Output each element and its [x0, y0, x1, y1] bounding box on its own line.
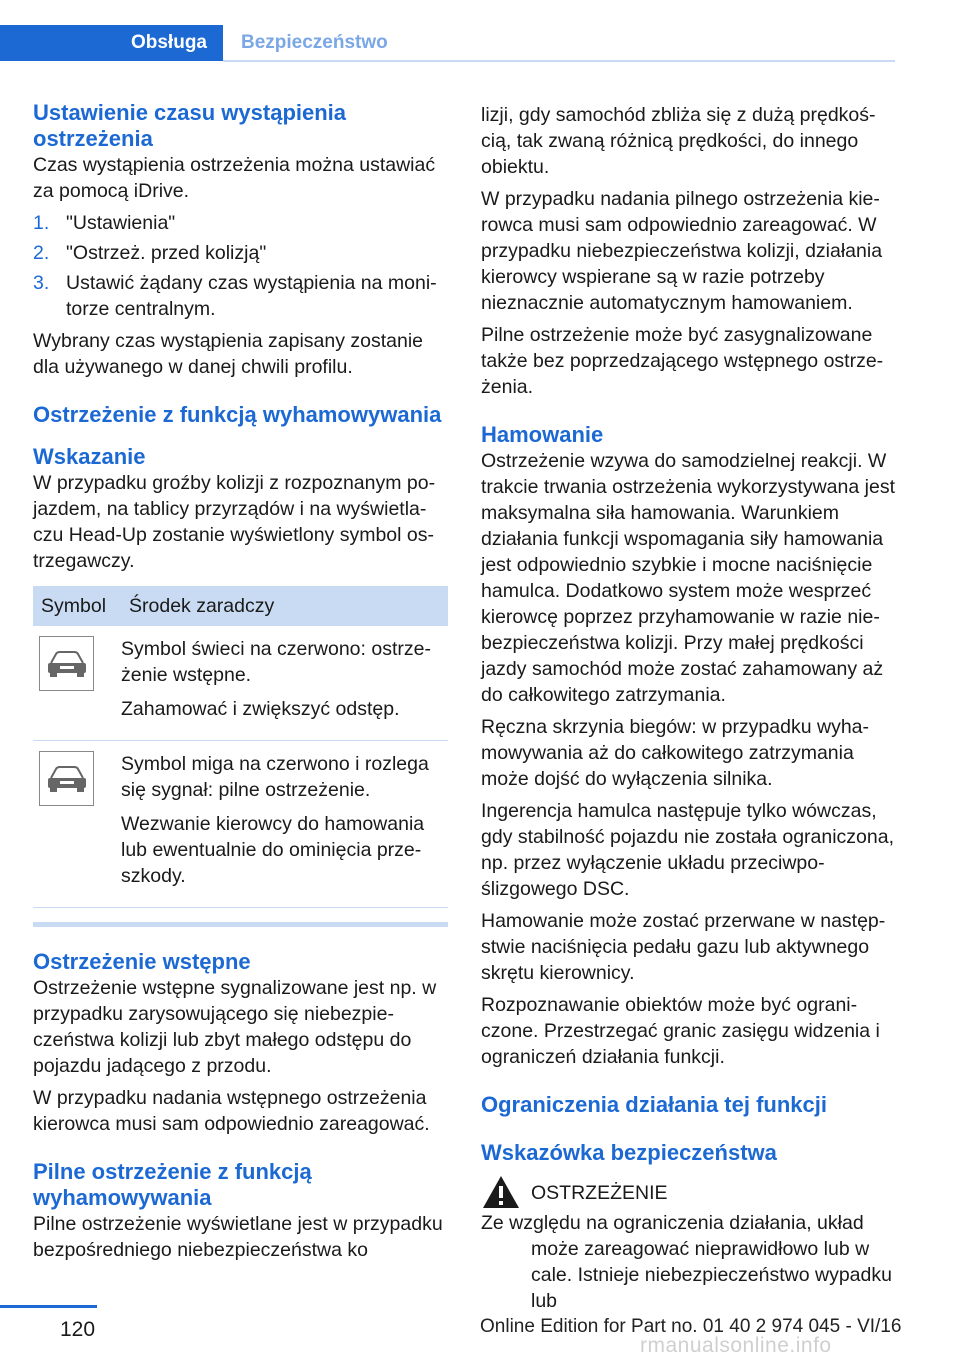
page-number: 120	[60, 1318, 96, 1341]
paragraph: Ostrzeżenie wzywa do samodzielnej reakcji. W trakcie trwania ostrzeżenia wykorzystywana jest maksymalna siła hamowania. Warunkiem działania funkcji wspomagania siły hamowania jest odpowiednio szybkie i mocne naciśnięcie hamulca. Dodatkowo system może wesprzeć kierowcę poprzez przyhamowanie w razie niebezpieczeństwa kolizji. Przy małej prędkości jazdy samochód może zostać zahamowany aż do całkowitego zatrzymania.	[481, 450, 895, 706]
paragraph: W przypadku nadania pilnego ostrzeżenia kierowca musi sam odpowiednio zareagować. W przypadku niebezpieczeństwa kolizji, działania kierowcy wspierane są w razie potrzeby nieznacznie automatycznym hamowaniem.	[481, 188, 883, 314]
warning-block	[481, 1174, 896, 1210]
step-text: "Ustawienia"	[66, 212, 176, 234]
heading-limitations: Ograniczenia działania tej funkcji	[481, 1092, 827, 1117]
heading-warning-time: Ustawienie czasu wystąpienia ostrzeżenia	[33, 100, 347, 151]
right-column	[481, 102, 896, 1320]
table-cell-text: Symbol miga na czerwono i rozlega się sygnał: pilne ostrzeżenie.	[121, 753, 429, 801]
warning-text: Ze względu na ograniczenia działania, układ może zareagować nieprawidłowo lub w cale. Istnieje niebezpieczeństwo wypadku lub	[481, 1212, 892, 1312]
list-item	[33, 210, 448, 236]
edition-note: Online Edition for Part no. 01 40 2 974 045 - VI/16	[480, 1316, 902, 1337]
tab-bezpieczenstwo[interactable]: Bezpieczeństwo	[241, 32, 388, 53]
step-text: Ustawić żądany czas wystąpienia na monitorze centralnym.	[66, 272, 437, 320]
paragraph: Hamowanie może zostać przerwane w następstwie naciśnięcia pedału gazu lub aktywnego skrętu kierownicy.	[481, 910, 886, 984]
heading-braking-warning: Ostrzeżenie z funkcją wyhamowywania	[33, 402, 442, 427]
heading-safety-note: Wskazówka bezpieczeństwa	[481, 1140, 777, 1165]
tab-underline	[223, 60, 895, 62]
warning-title: OSTRZEŻENIE	[531, 1182, 668, 1204]
paragraph: Wybrany czas wystąpienia zapisany zostanie dla używanego w danej chwili profilu.	[33, 330, 424, 378]
table-row	[33, 741, 448, 908]
paragraph: Pilne ostrzeżenie może być zasygnalizowane także bez poprzedzającego wstępnego ostrzeżenia.	[481, 324, 884, 398]
paragraph: Czas wystąpienia ostrzeżenia można ustawiać za pomocą iDrive.	[33, 154, 436, 202]
step-text: "Ostrzeż. przed kolizją"	[66, 242, 267, 264]
paragraph: W przypadku nadania wstępnego ostrzeżenia kierowca musi sam odpowiednio zareagować.	[33, 1087, 430, 1135]
car-warning-icon	[39, 751, 94, 806]
heading-pre-warning: Ostrzeżenie wstępne	[33, 949, 251, 974]
tab-obsluga[interactable]: Obsługa	[0, 25, 223, 61]
step-number: 2.	[33, 242, 50, 264]
footer-rule	[0, 1305, 97, 1308]
paragraph: Ręczna skrzynia biegów: w przypadku wyhamowywania aż do całkowitego zatrzymania może dojść do wyłączenia silnika.	[481, 716, 870, 790]
heading-indicator: Wskazanie	[33, 444, 146, 469]
car-warning-icon	[39, 636, 94, 691]
paragraph: Pilne ostrzeżenie wyświetlane jest w przypadku bezpośredniego niebezpieczeństwa ko	[33, 1213, 443, 1261]
list-item	[33, 270, 448, 322]
step-number: 3.	[33, 272, 50, 294]
paragraph: W przypadku groźby kolizji z rozpoznanym pojazdem, na tablicy przyrządów i na wyświetlaczu Head-Up zostanie wyświetlony symbol ostrzegawczy.	[33, 472, 436, 572]
paragraph: Rozpoznawanie obiektów może być ograniczone. Przestrzegać granic zasięgu widzenia i ograniczeń działania funkcji.	[481, 994, 880, 1068]
paragraph: Ingerencja hamulca następuje tylko wówczas, gdy stabilność pojazdu nie została ograniczona, np. przez wyłączenie układu przeciwpoślizgowego DSC.	[481, 800, 895, 900]
heading-braking: Hamowanie	[481, 422, 604, 447]
chapter-tabs	[0, 25, 895, 62]
table-cell-text: Zahamować i zwiększyć odstęp.	[121, 698, 400, 720]
watermark: rmanualsonline.info	[640, 1334, 832, 1357]
column-header-symbol: Symbol	[33, 586, 121, 626]
paragraph: Ostrzeżenie wstępne sygnalizowane jest np. w przypadku zarysowującego się niebezpieczeństwa kolizji lub zbyt małego odstępu do pojazdu jadącego z przodu.	[33, 977, 437, 1077]
steps-list	[33, 210, 448, 322]
warning-triangle-icon	[481, 1174, 521, 1210]
table-cell-text: Wezwanie kierowcy do hamowania lub ewentualnie do ominięcia przeszkody.	[121, 813, 425, 887]
step-number: 1.	[33, 212, 50, 234]
paragraph: lizji, gdy samochód zbliża się z dużą prędkością, tak zwaną różnicą prędkości, do innego obiektu.	[481, 104, 876, 178]
symbol-table	[33, 586, 448, 908]
column-header-action: Środek zaradczy	[121, 586, 448, 626]
list-item	[33, 240, 448, 266]
table-row	[33, 626, 448, 741]
left-column	[33, 100, 448, 1269]
table-cell-text: Symbol świeci na czerwono: ostrzeżenie wstępne.	[121, 638, 431, 686]
heading-acute-warning: Pilne ostrzeżenie z funkcją wyhamowywania	[33, 1159, 312, 1210]
table-bottom-rule	[33, 922, 448, 927]
